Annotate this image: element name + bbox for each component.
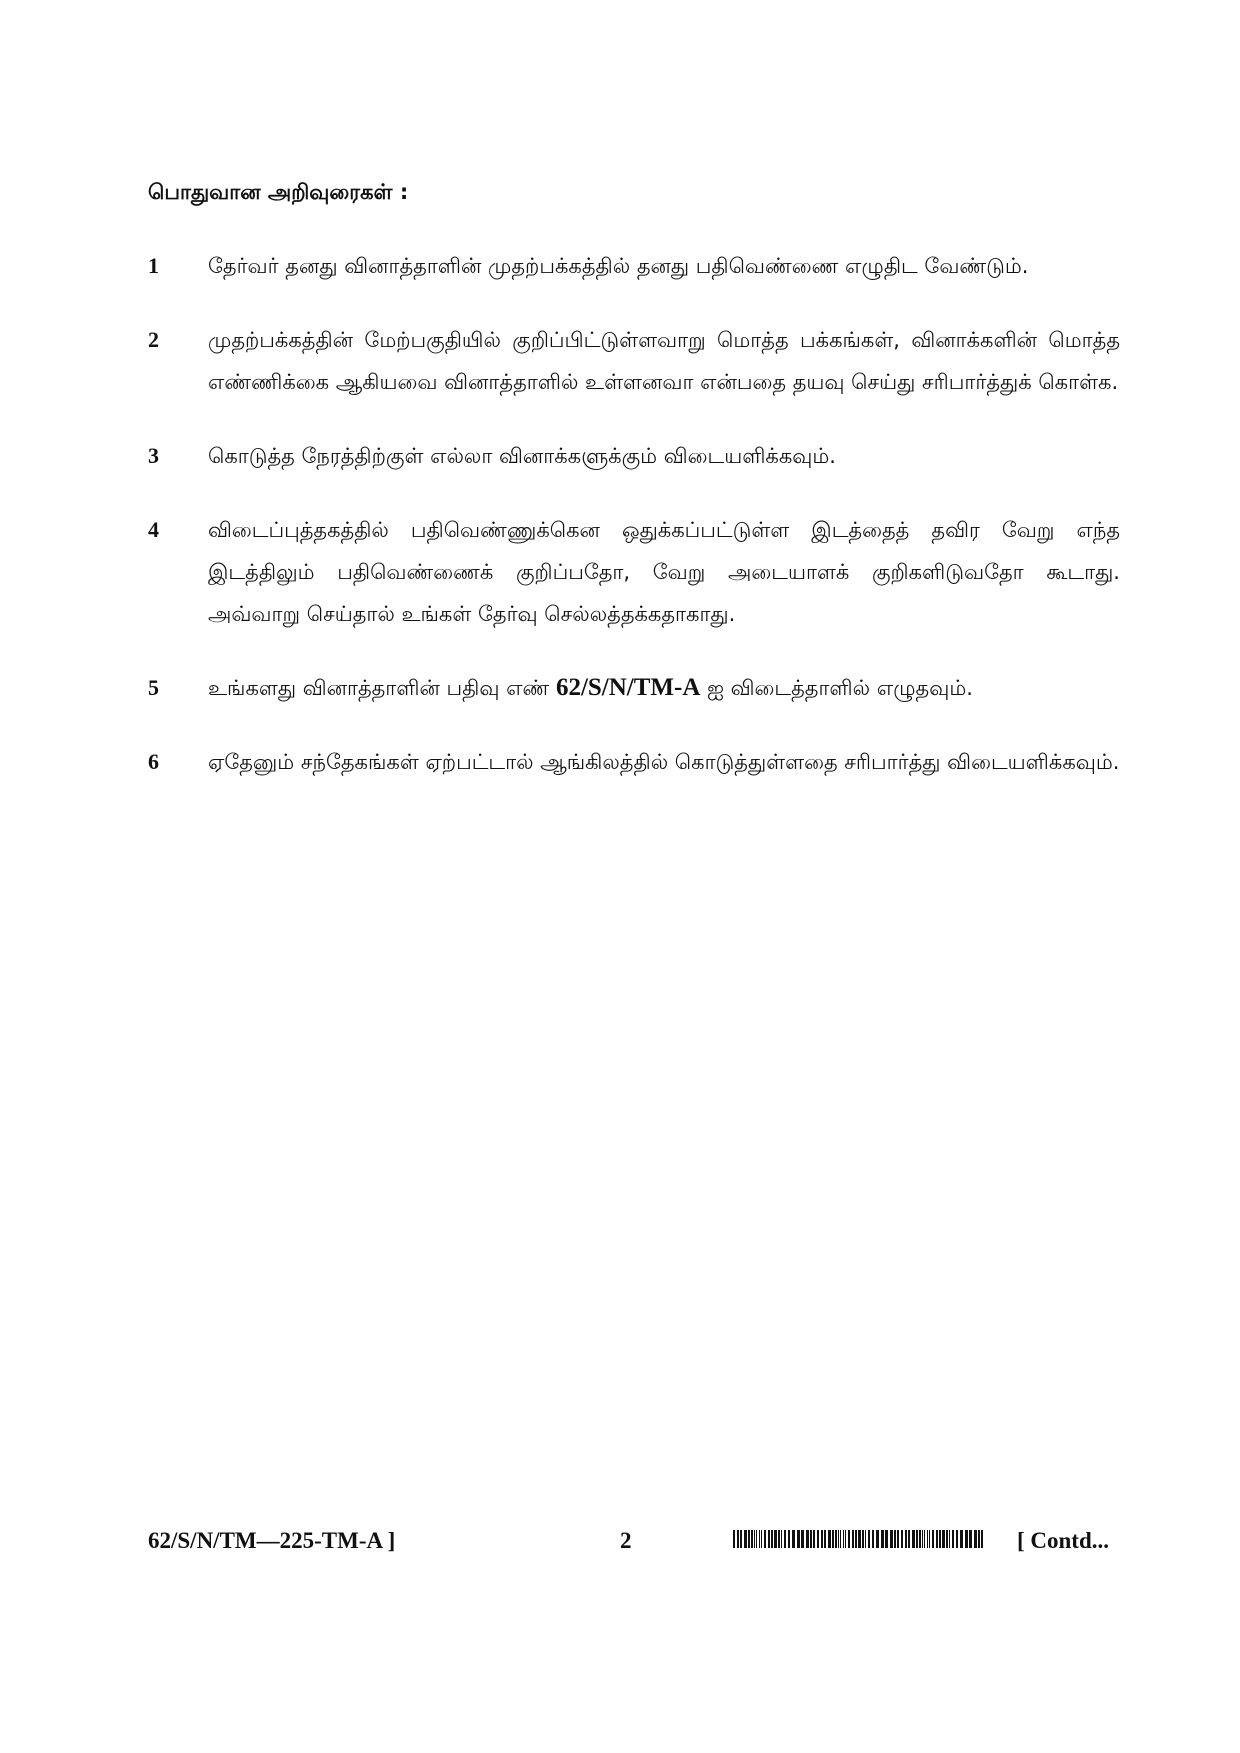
instruction-item — [148, 435, 1120, 477]
page-footer — [0, 1528, 1240, 1568]
instruction-number: 3 — [148, 443, 159, 468]
instruction-item — [148, 509, 1120, 635]
instruction-number: 5 — [148, 675, 159, 700]
instruction-number: 1 — [148, 253, 159, 278]
question-paper-code: 62/S/N/TM-A — [555, 674, 701, 701]
instruction-text — [208, 667, 1120, 709]
instruction-number: 4 — [148, 517, 159, 542]
instruction-text: முதற்பக்கத்தின் மேற்பகுதியில் குறிப்பிட்டுள்ளவாறு மொத்த பக்கங்கள், வினாக்களின் மொத்த எண்ணிக்கை ஆகியவை வினாத்தாளில் உள்ளனவா என்பதை தயவு செய்து சரிபார்த்துக் கொள்க. — [208, 328, 1120, 394]
instruction-text: கொடுத்த நேரத்திற்குள் எல்லா வினாக்களுக்கும் விடையளிக்கவும். — [208, 444, 836, 468]
instruction-text: ஏதேனும் சந்தேகங்கள் ஏற்பட்டால் ஆங்கிலத்தில் கொடுத்துள்ளதை சரிபார்த்து விடையளிக்கவும். — [208, 750, 1120, 774]
instruction-item — [148, 245, 1120, 287]
instruction-item — [148, 741, 1120, 783]
instructions-list — [148, 245, 1120, 815]
instructions-heading: பொதுவான அறிவுரைகள் : — [148, 180, 409, 204]
instruction-text-before: உங்களது வினாத்தாளின் பதிவு எண் — [208, 676, 550, 700]
instruction-text: தேர்வர் தனது வினாத்தாளின் முதற்பக்கத்தில் தனது பதிவெண்ணை எழுதிட வேண்டும். — [208, 254, 1029, 278]
instruction-item — [148, 319, 1120, 403]
instruction-text-after: ஐ விடைத்தாளில் எழுதவும். — [707, 676, 973, 700]
instruction-item — [148, 667, 1120, 709]
barcode-icon — [733, 1530, 988, 1548]
footer-paper-code: 62/S/N/TM—225-TM-A ] — [148, 1528, 396, 1553]
continued-label: [ Contd... — [1017, 1528, 1110, 1553]
instruction-number: 6 — [148, 749, 159, 774]
page-number: 2 — [620, 1528, 632, 1553]
instruction-number: 2 — [148, 327, 159, 352]
instruction-text: விடைப்புத்தகத்தில் பதிவெண்ணுக்கென ஒதுக்கப்பட்டுள்ள இடத்தைத் தவிர வேறு எந்த இடத்திலும் பதிவெண்ணைக் குறிப்பதோ, வேறு அடையாளக் குறிகளிடுவதோ கூடாது. அவ்வாறு செய்தால் உங்கள் தேர்வு செல்லத்தக்கதாகாது. — [208, 518, 1120, 626]
